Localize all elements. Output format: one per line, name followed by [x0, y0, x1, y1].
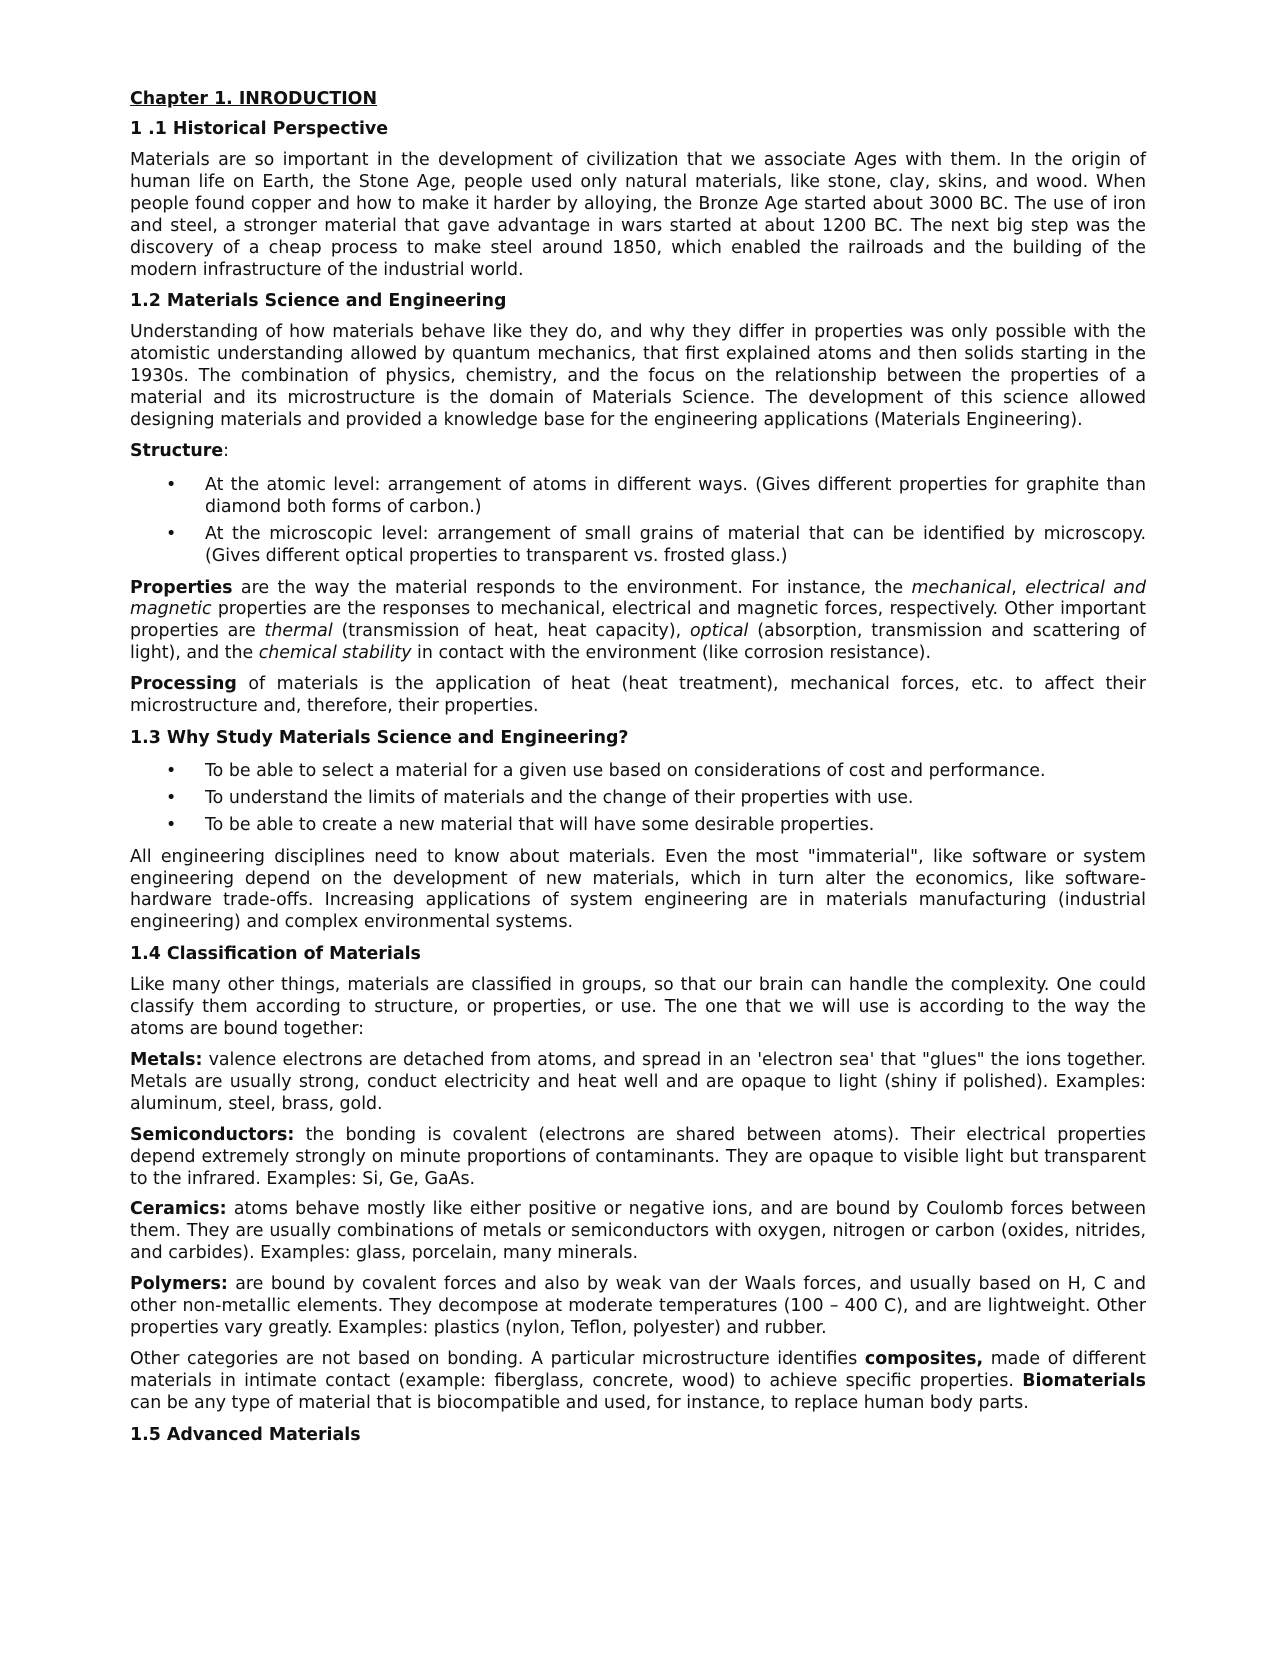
paragraph-ceramics: [130, 1199, 1146, 1265]
list-item-text: To understand the limits of materials and the change of their properties with use.: [205, 787, 914, 808]
ceramics-label: Ceramics:: [130, 1199, 227, 1220]
metals-label: Metals:: [130, 1050, 203, 1070]
section-heading-why-study: 1.3 Why Study Materials Science and Engineering?: [130, 727, 629, 748]
section-heading-historical-perspective: 1 .1 Historical Perspective: [130, 119, 389, 139]
text-run: valence electrons are detached from atoms, and spread in an 'electron sea' that "glues" the ions together. Metals are usually strong, conduct electricity and heat well and are opaque to light (shiny if polished). Examples: aluminum, steel, brass, gold.: [130, 1050, 1146, 1114]
section-heading-materials-science: 1.2 Materials Science and Engineering: [130, 291, 507, 312]
paragraph-classification: Like many other things, materials are classified in groups, so that our brain can handle the complexity. One could classify them according to structure, or properties, or use. The one that we will use is according to the way the atoms are bound together:: [130, 975, 1146, 1040]
text-run: (transmission of heat, heat capacity),: [332, 621, 690, 642]
bullet-icon: •: [166, 523, 177, 544]
text-run: can be any type of material that is biocompatible and used, for instance, to replace human body parts.: [130, 1392, 1029, 1413]
paragraph-properties: [130, 578, 1146, 666]
text-run: properties are the responses to mechanical, electrical and magnetic forces, respectively. Other important properties are: [130, 599, 1146, 642]
structure-label: Structure: [130, 440, 224, 461]
composites-label: composites,: [864, 1348, 984, 1369]
biomaterials-label: Biomaterials: [1022, 1370, 1146, 1391]
properties-label: Properties: [130, 577, 233, 598]
chapter-title: Chapter 1. INRODUCTION: [130, 89, 378, 109]
paragraph-processing: [130, 674, 1146, 718]
paragraph-metals: [130, 1050, 1146, 1116]
list-item: [130, 761, 1146, 783]
text-run: of materials is the application of heat (heat treatment), mechanical forces, etc. to affect their microstructure and, therefore, their properties.: [130, 674, 1146, 717]
section-heading-classification: 1.4 Classification of Materials: [130, 944, 421, 965]
list-item: [130, 815, 1146, 837]
bullet-icon: •: [166, 760, 177, 781]
italic-run: thermal: [264, 621, 333, 642]
italic-run: electrical and magnetic: [130, 577, 1146, 620]
list-item-text: To be able to select a material for a given use based on considerations of cost and performance.: [205, 760, 1046, 781]
paragraph-semiconductors: [130, 1125, 1146, 1191]
text-run: are the way the material responds to the environment. For instance, the: [232, 577, 912, 598]
paragraph-why-study: All engineering disciplines need to know about materials. Even the most "immaterial", like software or system engineering depend on the development of new materials, which in turn alter the economics, like software-hardware trade-offs. Increasing applications of system engineering are in materials manufacturing (industrial engineering) and complex environmental systems.: [130, 846, 1146, 933]
text-run: the bonding is covalent (electrons are shared between atoms). Their electrical properties depend extremely strongly on minute proportions of contaminants. They are opaque to visible light but transparent to the infrared. Examples: Si, Ge, GaAs.: [130, 1124, 1146, 1189]
list-item: [130, 788, 1146, 810]
list-item: [130, 475, 1146, 519]
paragraph-polymers: [130, 1274, 1146, 1340]
list-item: [130, 524, 1146, 568]
list-item-text: At the atomic level: arrangement of atoms in different ways. (Gives different properties for graphite than diamond both forms of carbon.): [205, 474, 1146, 517]
why-study-list: [130, 761, 1146, 837]
processing-label: Processing: [130, 674, 237, 695]
paragraph-materials-science: Understanding of how materials behave like they do, and why they differ in properties was only possible with the atomistic understanding allowed by quantum mechanics, that first explained atoms and then solids starting in the 1930s. The combination of physics, chemistry, and the focus on the relationship between the properties of a material and its microstructure is the domain of Materials Science. The development of this science allowed designing materials and provided a knowledge base for the engineering applications (Materials Engineering).: [130, 322, 1146, 431]
italic-run: optical: [689, 621, 749, 642]
italic-run: chemical stability: [258, 643, 412, 664]
structure-list: [130, 475, 1146, 568]
structure-colon: :: [223, 440, 230, 461]
paragraph-other-categories: [130, 1349, 1146, 1415]
text-run: are bound by covalent forces and also by weak van der Waals forces, and usually based on H, C and other non-metallic elements. They decompose at moderate temperatures (100 – 400 C), and are lightweight. Other properties vary greatly. Examples: plastics (nylon, Teflon, polyester) and rubber.: [130, 1274, 1146, 1338]
text-run: (absorption, transmission and scattering of light), and the: [130, 621, 1146, 664]
text-run: made of different materials in intimate contact (example: fiberglass, concrete, wood) to achieve specific properties.: [130, 1348, 1147, 1391]
paragraph-historical-perspective: Materials are so important in the development of civilization that we associate Ages with them. In the origin of human life on Earth, the Stone Age, people used only natural materials, like stone, clay, skins, and wood. When people found copper and how to make it harder by alloying, the Bronze Age started about 3000 BC. The use of iron and steel, a stronger material that gave advantage in wars started at about 1200 BC. The next big step was the discovery of a cheap process to make steel around 1850, which enabled the railroads and the building of the modern infrastructure of the industrial world.: [130, 150, 1146, 280]
text-run: ,: [1011, 577, 1026, 598]
bullet-icon: •: [166, 814, 177, 835]
semiconductors-label: Semiconductors:: [130, 1124, 295, 1145]
list-item-text: To be able to create a new material that will have some desirable properties.: [205, 814, 875, 835]
text-run: in contact with the environment (like corrosion resistance).: [411, 643, 931, 664]
section-heading-advanced-materials: 1.5 Advanced Materials: [130, 1424, 361, 1445]
text-run: atoms behave mostly like either positive or negative ions, and are bound by Coulomb forces between them. They are usually combinations of metals or semiconductors with oxygen, nitrogen or carbon (oxides, nitrides, and carbides). Examples: glass, porcelain, many minerals.: [130, 1199, 1146, 1264]
polymers-label: Polymers:: [130, 1274, 228, 1295]
bullet-icon: •: [166, 787, 177, 808]
list-item-text: At the microscopic level: arrangement of small grains of material that can be identified by microscopy. (Gives different optical properties to transparent vs. frosted glass.): [205, 523, 1146, 566]
italic-run: mechanical: [911, 577, 1012, 598]
bullet-icon: •: [166, 474, 177, 495]
structure-heading: [130, 441, 1146, 463]
text-run: Other categories are not based on bonding. A particular microstructure identifies: [130, 1348, 865, 1369]
